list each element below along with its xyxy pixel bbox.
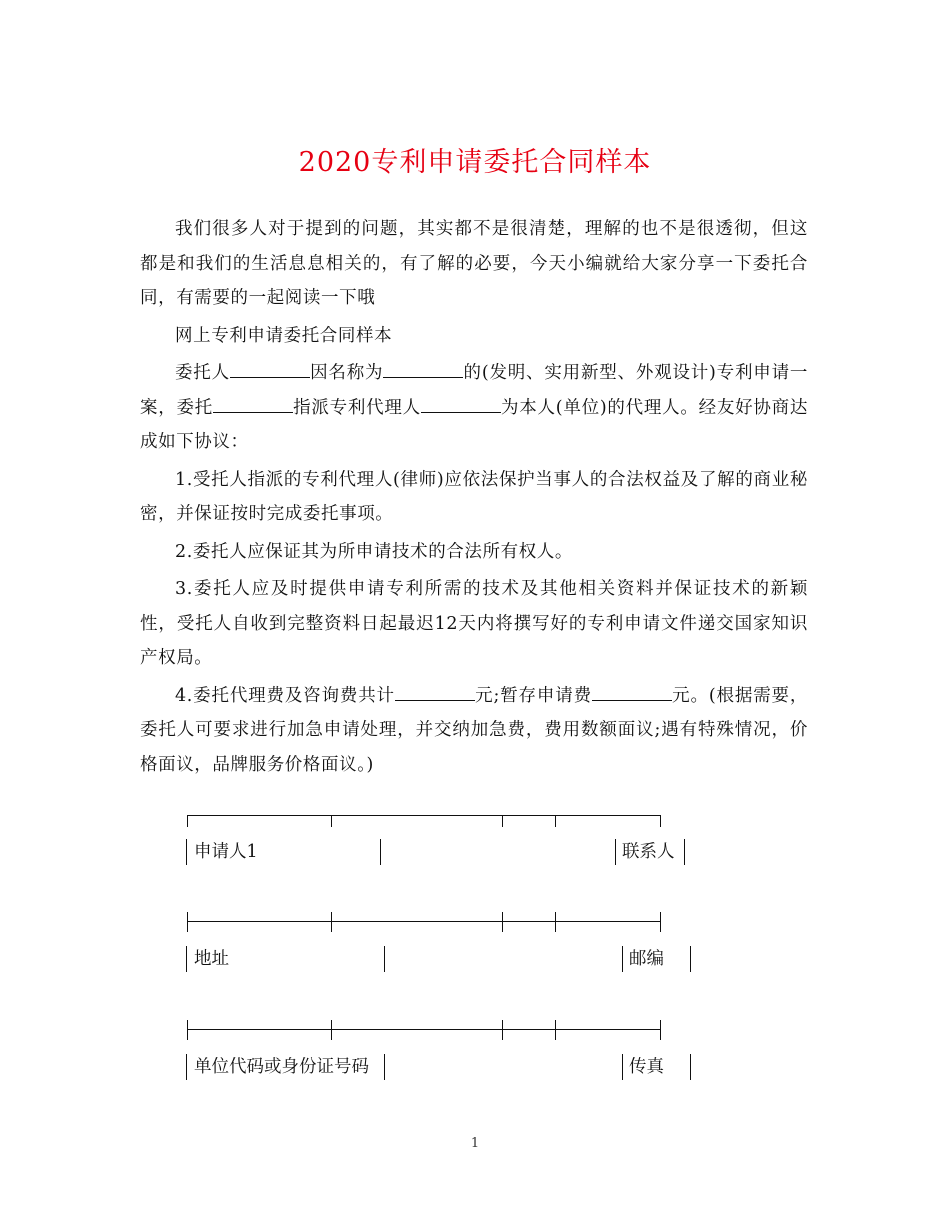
address-label: 地址 bbox=[194, 949, 229, 969]
table-cell-border bbox=[384, 946, 385, 972]
table-border-tick bbox=[660, 815, 661, 827]
applicant-label: 申请人1 bbox=[194, 842, 258, 862]
table-border-tick bbox=[502, 815, 503, 827]
intro-text-1: 委托人 bbox=[175, 363, 230, 383]
table-border-tick bbox=[502, 912, 503, 932]
intro-text-3: 的(发明、实用新型、外观设计)专利申请一案，委托 bbox=[140, 363, 808, 418]
table-cell-border bbox=[384, 1054, 385, 1080]
clause-1: 1.受托人指派的专利代理人(律师)应依法保护当事人的合法权益及了解的商业秘密，并保证按时完成委托事项。 bbox=[140, 469, 808, 524]
clause-3: 3.委托人应及时提供申请专利所需的技术及其他相关资料并保证技术的新颖性，受托人自收到完整资料日起最迟12天内将撰写好的专利申请文件递交国家知识产权局。 bbox=[140, 579, 808, 668]
table-border-tick bbox=[187, 912, 188, 932]
table-cell-border bbox=[622, 946, 623, 972]
contact-label: 联系人 bbox=[622, 842, 675, 862]
table-cell-border bbox=[380, 839, 381, 865]
page-number: 1 bbox=[470, 1136, 480, 1151]
table-border-tick bbox=[660, 1020, 661, 1040]
fax-label: 传真 bbox=[629, 1057, 664, 1077]
clause-4-text-3: 元。(根据需要，委托人可要求进行加急申请处理，并交纳加急费，费用数额面议;遇有特殊情况，价格面议，品牌服务价格面议。) bbox=[140, 685, 808, 775]
clause-4-text-1: 4.委托代理费及咨询费共计 bbox=[175, 685, 395, 706]
postcode-label: 邮编 bbox=[629, 949, 664, 969]
table-border-tick bbox=[555, 1020, 556, 1040]
table-border-tick bbox=[331, 912, 332, 932]
table-border-tick bbox=[502, 1020, 503, 1040]
table-border-tick bbox=[331, 815, 332, 827]
id-code-label: 单位代码或身份证号码 bbox=[194, 1057, 369, 1077]
table-cell-border bbox=[615, 839, 616, 865]
table-cell-border bbox=[690, 1054, 691, 1080]
subheading: 网上专利申请委托合同样本 bbox=[175, 325, 393, 346]
table-cell-border bbox=[684, 839, 685, 865]
intro-text-5: 为本人(单位)的代理人。经友好协商达成如下协议： bbox=[140, 397, 808, 452]
clause-4-text-2: 元;暂存申请费 bbox=[474, 685, 592, 706]
table-border-line bbox=[187, 1029, 661, 1030]
table-border-tick bbox=[555, 815, 556, 827]
table-cell-border bbox=[622, 1054, 623, 1080]
table-cell-border bbox=[186, 839, 187, 865]
table-border-tick bbox=[660, 912, 661, 932]
document-title: 2020专利申请委托合同样本 bbox=[298, 147, 652, 178]
table-border-tick bbox=[187, 815, 188, 827]
table-border-tick bbox=[555, 912, 556, 932]
clause-2: 2.委托人应保证其为所申请技术的合法所有权人。 bbox=[175, 541, 573, 562]
intro-text-2: 因名称为 bbox=[309, 363, 384, 383]
intro-paragraph: 我们很多人对于提到的问题，其实都不是很清楚，理解的也不是很透彻，但这都是和我们的生活息息相关的，有了解的必要，今天小编就给大家分享一下委托合同，有需要的一起阅读一下哦 bbox=[140, 219, 808, 308]
table-cell-border bbox=[186, 1054, 187, 1080]
table-cell-border bbox=[186, 946, 187, 972]
table-border-line bbox=[187, 815, 661, 816]
table-cell-border bbox=[690, 946, 691, 972]
table-border-tick bbox=[331, 1020, 332, 1040]
intro-text-4: 指派专利代理人 bbox=[293, 397, 421, 418]
table-border-tick bbox=[187, 1020, 188, 1040]
table-border-line bbox=[187, 921, 661, 922]
